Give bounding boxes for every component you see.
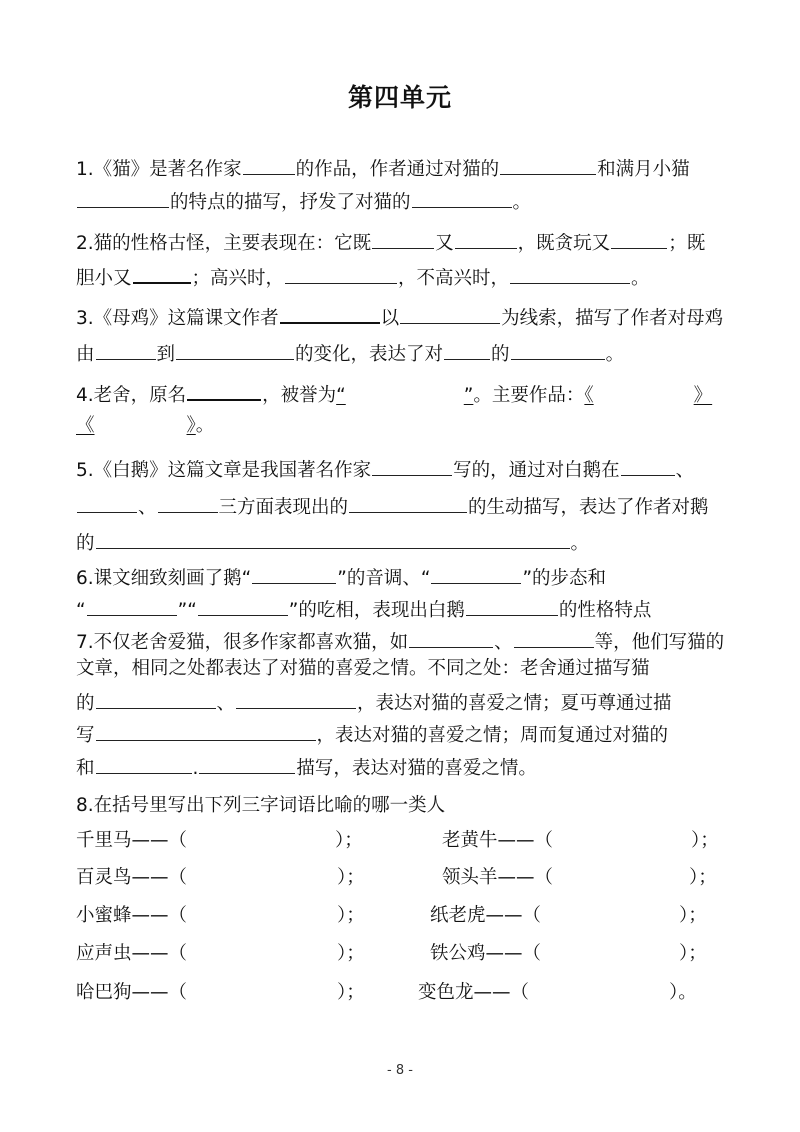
q3-blank-toward[interactable] xyxy=(444,340,490,360)
q8-row-4 xyxy=(76,942,736,966)
q8-close-paren: ）； xyxy=(337,867,365,888)
q8-open-paren: ——（ xyxy=(485,943,542,964)
q7-blank-laoshe-2[interactable] xyxy=(236,689,356,709)
q5-line-1 xyxy=(76,456,736,483)
q4-line-2 xyxy=(76,414,736,438)
q3-blank-from[interactable] xyxy=(96,340,156,360)
q3-text-c: 为线索，描写了作者对母鸡 xyxy=(501,308,724,329)
q4-book-open-2: 《 xyxy=(76,415,95,436)
q7-text-j: 和 xyxy=(76,758,95,779)
q4-work-2[interactable] xyxy=(76,415,196,436)
q2-text-f: ；高兴时， xyxy=(191,268,285,289)
q8-row-3 xyxy=(76,904,736,928)
q1-text-b: 的作品，作者通过对猫的 xyxy=(295,159,500,180)
q6-quote-open-4: “ xyxy=(187,600,197,621)
q8-open-paren: ——（ xyxy=(497,867,554,888)
q3-line-2 xyxy=(76,340,736,367)
q8-left-term-5: 哈巴狗 xyxy=(76,982,132,1003)
q3-text-h: 。 xyxy=(605,344,625,365)
q3-blank-to[interactable] xyxy=(176,340,294,360)
q4-title-field[interactable] xyxy=(336,385,473,406)
q6-quote-close-1: ” xyxy=(337,568,347,589)
q1-text-a: 1.《猫》是著名作家 xyxy=(76,159,242,180)
q3-text-f: 的变化，表达了对 xyxy=(295,344,444,365)
q7-line-2 xyxy=(76,657,736,681)
q4-text-a: 4.老舍，原名 xyxy=(76,385,187,406)
q5-blank-aspect-3[interactable] xyxy=(158,493,218,513)
q8-left-term-1: 千里马 xyxy=(76,830,132,851)
q2-line-1 xyxy=(76,229,736,256)
q5-text-g: 的 xyxy=(76,533,95,554)
q4-book-close-2: 》 xyxy=(186,415,196,436)
q6-blank-eat-2[interactable] xyxy=(198,596,288,616)
q4-text-c: 。主要作品： xyxy=(473,385,585,406)
q7-text-d: 文章，相同之处都表达了对猫的喜爱之情。不同之处：老舍通过描写猫 xyxy=(76,658,650,679)
q5-text-c: 、 xyxy=(675,460,695,481)
q7-text-b: 、 xyxy=(494,632,513,653)
q8-row-1 xyxy=(76,829,736,853)
q1-blank-kitten[interactable] xyxy=(77,188,169,208)
q8-open-paren: ——（ xyxy=(131,830,188,851)
q8-close-paren: ）； xyxy=(337,905,365,926)
q6-text-d: 的吃相，表现出白鹅 xyxy=(298,600,465,621)
q1-blank-author[interactable] xyxy=(243,155,295,175)
q7-text-i: ，表达对猫的喜爱之情；周而复通过对猫的 xyxy=(316,725,669,746)
q8-close-paren: ）； xyxy=(679,905,707,926)
q3-text-b: 以 xyxy=(380,308,400,329)
q8-right-term-5: 变色龙 xyxy=(418,982,474,1003)
q8-right-term-4: 铁公鸡 xyxy=(430,943,486,964)
q5-blank-author[interactable] xyxy=(372,456,452,476)
q1-line-1 xyxy=(76,155,736,182)
q2-text-a: 2.猫的性格古怪，主要表现在：它既 xyxy=(76,233,372,254)
q2-line-2 xyxy=(76,263,736,291)
q5-blank-aspect-1[interactable] xyxy=(621,456,675,476)
q8-close-paren-last: ）。 xyxy=(669,982,697,1003)
q4-quote-open: “ xyxy=(336,385,346,406)
q6-quote-close-2: ” xyxy=(522,568,533,589)
q7-blank-writer-2[interactable] xyxy=(514,628,594,648)
q8-left-term-4: 应声虫 xyxy=(76,943,132,964)
q2-text-h: 。 xyxy=(631,268,650,289)
q8-right-term-3: 纸老虎 xyxy=(430,905,486,926)
q2-blank-4[interactable] xyxy=(133,263,191,284)
q1-blank-feature[interactable] xyxy=(500,155,596,175)
q7-blank-writer-1[interactable] xyxy=(409,628,493,648)
q1-text-d: 的特点的描写，抒发了对猫的 xyxy=(170,192,411,213)
q6-blank-eat-1[interactable] xyxy=(87,596,177,616)
q7-blank-zhou-2[interactable] xyxy=(199,754,295,774)
q7-blank-xia[interactable] xyxy=(96,721,316,741)
q8-close-paren: ）； xyxy=(337,982,365,1003)
q5-text-a: 5.《白鹅》这篇文章是我国著名作家 xyxy=(76,460,372,481)
q8-left-term-3: 小蜜蜂 xyxy=(76,905,132,926)
q3-text-d: 由 xyxy=(76,344,95,365)
q1-text-e: 。 xyxy=(512,192,532,213)
q8-prompt: 8.在括号里写出下列三字词语比喻的哪一类人 xyxy=(76,795,446,816)
q2-text-b: 又 xyxy=(435,233,454,254)
q3-text-e: 到 xyxy=(156,344,176,365)
q6-quote-open-2: “ xyxy=(420,568,431,589)
q5-text-b: 写的，通过对白鹅在 xyxy=(453,460,620,481)
q7-line-4 xyxy=(76,721,736,748)
q8-row-5 xyxy=(76,981,736,1005)
q4-blank-realname[interactable] xyxy=(187,380,261,401)
q5-blank-trait[interactable] xyxy=(349,493,467,513)
q8-open-paren: ——（ xyxy=(485,905,542,926)
q8-close-paren: ）； xyxy=(679,943,707,964)
q7-line-1 xyxy=(76,628,736,655)
q2-blank-6[interactable] xyxy=(510,264,630,284)
q5-text-e: 三方面表现出的 xyxy=(218,497,349,518)
q4-quote-close: ” xyxy=(463,385,474,406)
q8-close-paren: ）； xyxy=(691,830,719,851)
q3-text-a: 3.《母鸡》这篇课文作者 xyxy=(76,308,279,329)
q5-line-3 xyxy=(76,529,736,556)
q6-line-2 xyxy=(76,596,736,623)
q6-text-b: 的音调、 xyxy=(346,568,421,589)
q6-text-c: 的步态和 xyxy=(532,568,607,589)
q5-text-d: 、 xyxy=(138,497,157,518)
q1-text-c: 和满月小猫 xyxy=(597,159,690,180)
q8-close-paren: ）； xyxy=(337,943,365,964)
q2-text-d: ；既 xyxy=(668,233,706,254)
q3-blank-author[interactable] xyxy=(280,303,380,324)
q8-right-term-1: 老黄牛 xyxy=(442,830,498,851)
q6-blank-gait[interactable] xyxy=(431,564,521,584)
q2-blank-2[interactable] xyxy=(455,229,517,249)
q6-quote-open-1: “ xyxy=(241,568,252,589)
page-title: 第四单元 xyxy=(347,83,452,112)
q8-open-paren: ——（ xyxy=(473,982,530,1003)
q7-blank-laoshe-1[interactable] xyxy=(96,689,216,709)
q2-text-e: 胆小又 xyxy=(76,268,132,289)
q8-open-paren: ——（ xyxy=(131,905,188,926)
q7-text-h: 写 xyxy=(76,725,95,746)
q2-text-c: ，既贪玩又 xyxy=(517,233,611,254)
q4-text-b: ，被誉为 xyxy=(262,385,337,406)
q6-quote-close-4: ” xyxy=(288,600,299,621)
q7-text-k: . xyxy=(192,758,199,779)
q8-open-paren: ——（ xyxy=(131,982,188,1003)
q5-text-f: 的生动描写，表达了作者对鹅 xyxy=(468,497,709,518)
q7-line-5 xyxy=(76,754,736,781)
q8-left-term-2: 百灵鸟 xyxy=(76,867,132,888)
q4-line-1 xyxy=(76,380,736,408)
q8-row-2 xyxy=(76,866,736,890)
q8-close-paren: ）； xyxy=(689,867,717,888)
q7-text-c: 等，他们写猫的 xyxy=(594,632,725,653)
q6-blank-tone[interactable] xyxy=(252,564,336,584)
q7-text-f: 、 xyxy=(216,693,236,714)
q8-open-paren: ——（ xyxy=(497,830,554,851)
q7-blank-zhou-1[interactable] xyxy=(96,754,192,774)
q8-right-term-2: 领头羊 xyxy=(442,867,498,888)
q4-work-1[interactable] xyxy=(584,385,712,406)
q6-quote-close-3: ” xyxy=(177,600,188,621)
q6-text-e: 的性格特点 xyxy=(558,600,652,621)
q1-line-2 xyxy=(76,188,736,215)
q2-blank-1[interactable] xyxy=(372,229,434,249)
q2-blank-3[interactable] xyxy=(611,229,667,249)
q6-text-a: 6.课文细致刻画了鹅 xyxy=(76,568,242,589)
q6-quote-open-3: “ xyxy=(76,600,86,621)
q5-blank-feeling[interactable] xyxy=(96,529,570,549)
q5-line-2 xyxy=(76,493,736,520)
q8-open-paren: ——（ xyxy=(131,867,188,888)
page-number: - 8 - xyxy=(387,1063,413,1078)
q7-text-l: 描写，表达对猫的喜爱之情。 xyxy=(296,758,537,779)
q1-blank-emotion[interactable] xyxy=(412,188,512,208)
q6-blank-character[interactable] xyxy=(466,596,558,616)
q7-text-g: ，表达对猫的喜爱之情；夏丏尊通过描 xyxy=(357,693,672,714)
q8-close-paren: ）； xyxy=(335,830,363,851)
q6-line-1 xyxy=(76,564,736,591)
q8-open-paren: ——（ xyxy=(131,943,188,964)
q4-book-close-1: 》 xyxy=(693,385,713,406)
q2-blank-5[interactable] xyxy=(285,264,397,284)
q3-text-g: 的 xyxy=(491,344,510,365)
q3-blank-clue[interactable] xyxy=(400,304,500,324)
q3-blank-feeling[interactable] xyxy=(511,340,605,360)
q4-book-open-1: 《 xyxy=(584,385,594,406)
q7-text-e: 的 xyxy=(76,693,95,714)
q4-text-end: 。 xyxy=(195,415,215,436)
q3-line-1 xyxy=(76,303,736,331)
q5-text-h: 。 xyxy=(570,533,590,554)
q7-line-3 xyxy=(76,689,736,716)
q2-text-g: ，不高兴时， xyxy=(398,268,510,289)
q7-text-a: 7.不仅老舍爱猫，很多作家都喜欢猫，如 xyxy=(76,632,409,653)
q5-blank-aspect-2[interactable] xyxy=(77,493,137,513)
